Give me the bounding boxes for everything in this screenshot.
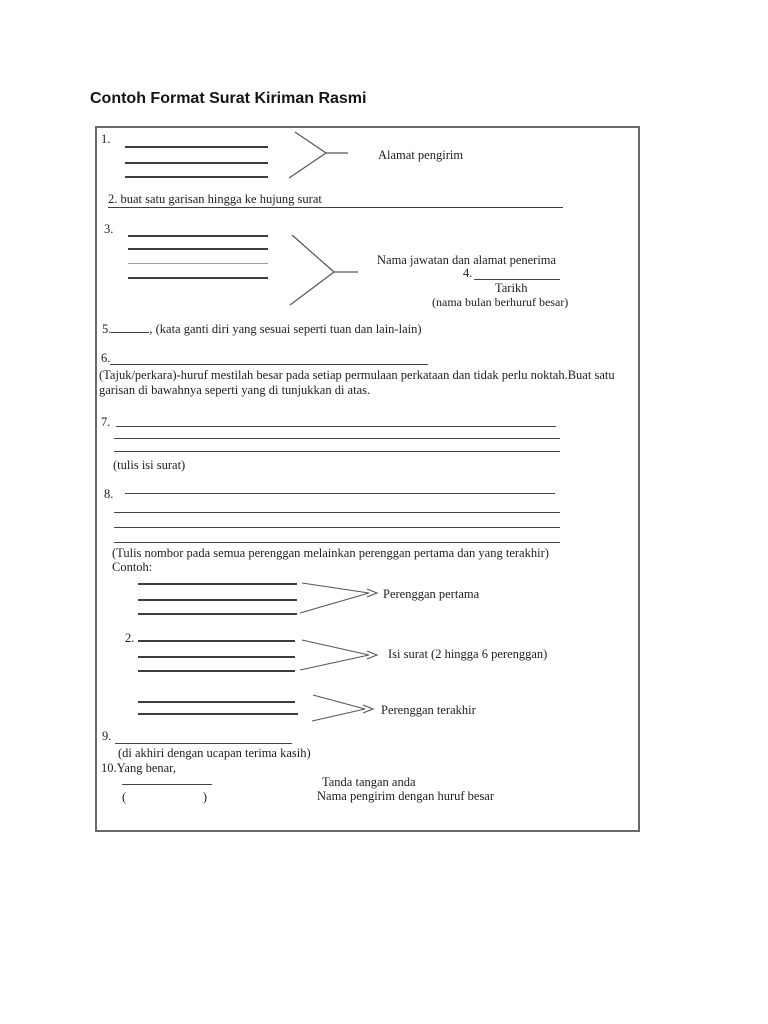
item10-text: 10.Yang benar, [101, 761, 176, 775]
contoh-second-line-2 [138, 656, 295, 658]
item7-note: (tulis isi surat) [113, 458, 186, 472]
contoh-first-line-1 [138, 583, 297, 585]
item1-line-3 [125, 176, 268, 178]
item7-number: 7. [101, 415, 111, 429]
item4-note: (nama bulan berhuruf besar) [432, 295, 569, 309]
signature-caption-line2: Nama pengirim dengan huruf besar [317, 789, 495, 803]
item3-line-2 [128, 248, 268, 250]
letter-format-diagram-frame [95, 126, 640, 832]
paren-close: ) [202, 790, 207, 804]
item3-line-4 [128, 277, 268, 279]
item6-subject-line [110, 364, 428, 365]
item1-line-2 [125, 162, 268, 164]
item6-number: 6. [101, 351, 111, 365]
contoh-last-brace [312, 695, 373, 721]
contoh-second-line-3 [138, 670, 295, 672]
item1-line-1 [125, 146, 268, 148]
signature-line [122, 784, 212, 785]
item7-line-2 [114, 438, 560, 439]
page-title: Contoh Format Surat Kiriman Rasmi [90, 90, 367, 107]
item8-note: (Tulis nombor pada semua perenggan melainkan perenggan pertama dan yang terakhir) [112, 546, 549, 560]
contoh-first-line-3 [138, 613, 297, 615]
item3-brace [290, 235, 358, 305]
contoh-body-brace [300, 640, 377, 670]
item5-number: 5. [102, 322, 112, 336]
item1-label: Alamat pengirim [378, 148, 464, 162]
contoh-last-label: Perenggan terakhir [381, 703, 476, 717]
contoh-second-label: Isi surat (2 hingga 6 perenggan) [388, 647, 548, 661]
item8-line-3 [114, 527, 560, 528]
item8-number: 8. [104, 487, 114, 501]
item3-label: Nama jawatan dan alamat penerima [377, 253, 557, 267]
contoh-last-line-2 [138, 713, 298, 715]
contoh-first-label: Perenggan pertama [383, 587, 480, 601]
signature-name-parens [122, 790, 207, 804]
contoh-last-line-1 [138, 701, 295, 703]
paren-open: ( [122, 790, 127, 804]
signature-caption-line1: Tanda tangan anda [322, 775, 416, 789]
item8-line-1 [125, 493, 555, 494]
contoh-heading: Contoh: [112, 560, 153, 574]
item4-label: Tarikh [495, 281, 528, 295]
item8-line-2 [114, 512, 560, 513]
item9-line [115, 743, 292, 744]
item8-line-4 [114, 542, 560, 543]
item6-note: (Tajuk/perkara)-huruf mestilah besar pada setiap permulaan perkataan dan tidak perlu noktah.Buat satu garisan di bawahnya seperti yang di tunjukkan di atas. [99, 368, 615, 397]
item5-blank-line [111, 321, 149, 333]
contoh-second-line-1 [138, 640, 295, 642]
item4-date-line [474, 279, 560, 280]
contoh-second-number: 2. [125, 631, 135, 645]
item9-note: (di akhiri dengan ucapan terima kasih) [118, 746, 311, 760]
item1-number: 1. [101, 132, 111, 146]
contoh-first-line-2 [138, 599, 297, 601]
item7-line-1 [116, 426, 556, 427]
item4-number: 4. [463, 266, 473, 280]
item5-note: , (kata ganti diri yang sesuai seperti tuan dan lain-lain) [149, 322, 422, 336]
item3-number: 3. [104, 222, 114, 236]
item3-line-3 [128, 263, 268, 264]
item3-line-1 [128, 235, 268, 237]
item7-line-3 [114, 451, 560, 452]
brace-connectors [97, 128, 638, 830]
item9-number: 9. [102, 729, 112, 743]
item1-brace [289, 132, 348, 178]
item2-instruction: 2. buat satu garisan hingga ke hujung surat [108, 192, 563, 208]
contoh-first-brace [300, 583, 377, 613]
item5-row [102, 321, 422, 336]
